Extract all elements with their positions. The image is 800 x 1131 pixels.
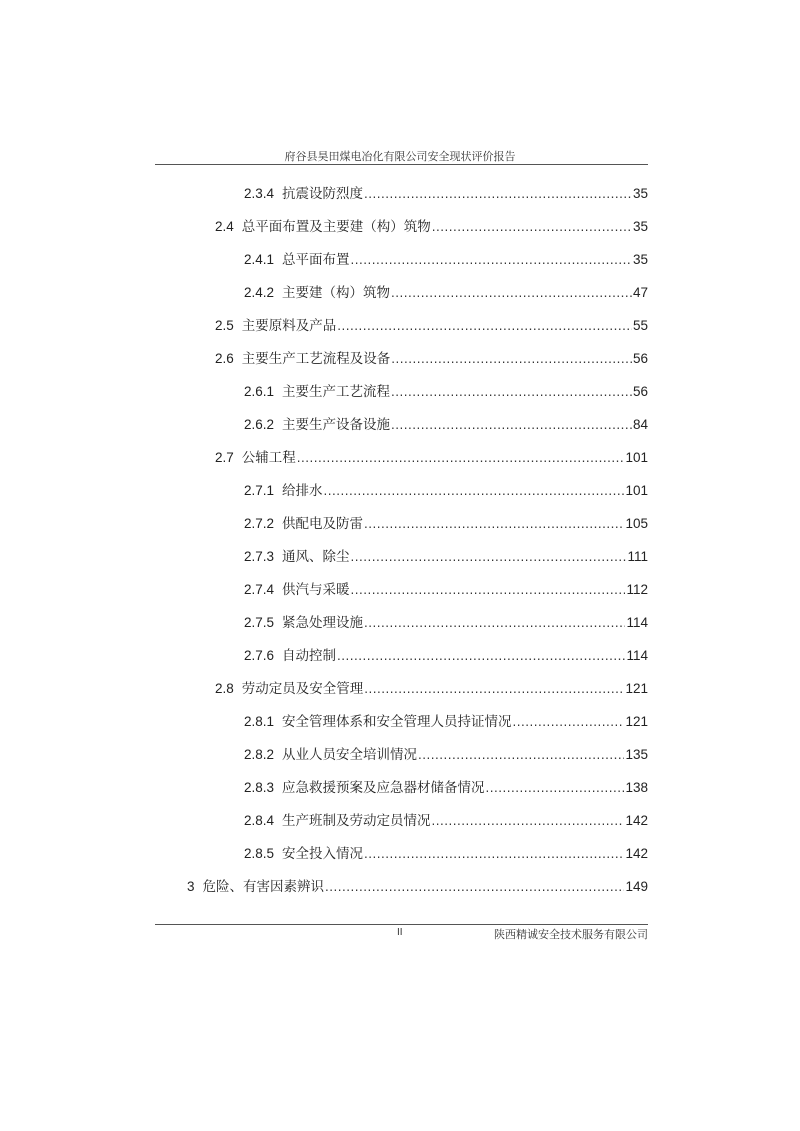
toc-entry[interactable]	[215, 447, 648, 469]
header-title: 府谷县昊田煤电冶化有限公司安全现状评价报告	[284, 151, 516, 163]
toc-entry-page: 101	[625, 450, 648, 465]
toc-leader-dots	[351, 579, 626, 601]
toc-entry-page: 105	[625, 516, 648, 531]
toc-leader-dots	[364, 612, 625, 634]
toc-entry-number: 2.5	[215, 318, 234, 333]
toc-entry-number: 2.6	[215, 351, 234, 366]
toc-entry-page: 114	[626, 648, 648, 663]
toc-entry[interactable]	[244, 282, 648, 304]
toc-entry-title: 供汽与采暖	[282, 582, 350, 597]
toc-entry-title: 主要生产工艺流程及设备	[241, 351, 391, 366]
toc-entry[interactable]	[215, 315, 648, 337]
toc-leader-dots	[364, 678, 624, 700]
toc-entry[interactable]	[244, 249, 648, 271]
toc-leader-dots	[324, 480, 625, 502]
toc-entry-title: 公辅工程	[241, 450, 296, 465]
toc-entry[interactable]	[244, 645, 648, 667]
toc-leader-dots	[337, 645, 625, 667]
toc-entry-number: 2.8	[215, 681, 234, 696]
toc-entry-page: 35	[632, 219, 648, 234]
toc-leader-dots	[391, 282, 632, 304]
toc-leader-dots	[418, 744, 624, 766]
toc-entry[interactable]	[244, 612, 648, 634]
toc-entry-title: 主要生产设备设施	[282, 417, 391, 432]
toc-entry[interactable]	[244, 579, 648, 601]
toc-entry-page: 149	[625, 879, 648, 894]
toc-entry-number: 2.7.5	[244, 615, 275, 630]
toc-entry[interactable]	[215, 348, 648, 370]
toc-entry-number: 2.6.2	[244, 417, 275, 432]
toc-entry-title: 劳动定员及安全管理	[241, 681, 364, 696]
toc-entry-page: 112	[626, 582, 648, 597]
footer-rule	[155, 924, 648, 925]
toc-leader-dots	[325, 876, 624, 898]
toc-entry[interactable]	[244, 381, 648, 403]
toc-entry-page: 55	[632, 318, 648, 333]
toc-entry-page: 84	[632, 417, 648, 432]
toc-entry-number: 2.8.3	[244, 780, 275, 795]
footer-page-number: II	[397, 927, 403, 938]
toc-entry-title: 自动控制	[282, 648, 337, 663]
toc-entry-number: 2.7	[215, 450, 234, 465]
toc-entry-title: 安全投入情况	[282, 846, 364, 861]
toc-entry-title: 主要生产工艺流程	[282, 384, 391, 399]
toc-leader-dots	[391, 414, 632, 436]
toc-entry-title: 生产班制及劳动定员情况	[282, 813, 431, 828]
toc-entry-title: 供配电及防雷	[282, 516, 364, 531]
toc-entry[interactable]	[215, 216, 648, 238]
toc-entry-page: 101	[625, 483, 648, 498]
toc-entry-page: 142	[625, 813, 648, 828]
toc-entry[interactable]	[244, 810, 648, 832]
toc-entry[interactable]	[244, 414, 648, 436]
toc-entry-title: 总平面布置	[282, 252, 350, 267]
toc-entry-number: 2.7.1	[244, 483, 275, 498]
toc-entry[interactable]	[215, 678, 648, 700]
toc-entry-number: 2.7.3	[244, 549, 275, 564]
toc-leader-dots	[513, 711, 625, 733]
toc-entry-title: 主要建（构）筑物	[282, 285, 391, 300]
toc-entry-page: 114	[626, 615, 648, 630]
toc-leader-dots	[364, 183, 632, 205]
toc-entry[interactable]	[244, 711, 648, 733]
toc-entry-number: 2.8.1	[244, 714, 275, 729]
toc-entry[interactable]	[244, 546, 648, 568]
toc-entry[interactable]	[244, 744, 648, 766]
toc-entry-number: 2.8.4	[244, 813, 275, 828]
toc-entry-title: 总平面布置及主要建（构）筑物	[241, 219, 431, 234]
toc-entry[interactable]	[244, 843, 648, 865]
toc-entry-title: 危险、有害因素辨识	[202, 879, 325, 894]
toc-entry-title: 抗震设防烈度	[282, 186, 364, 201]
toc-entry-title: 从业人员安全培训情况	[282, 747, 418, 762]
toc-entry-title: 安全管理体系和安全管理人员持证情况	[282, 714, 512, 729]
toc-entry-title: 通风、除尘	[282, 549, 350, 564]
toc-entry-title: 主要原料及产品	[241, 318, 337, 333]
footer-company: 陕西精诚安全技术服务有限公司	[494, 929, 648, 941]
toc-entry[interactable]	[187, 876, 648, 898]
toc-leader-dots	[364, 513, 624, 535]
toc-entry-page: 56	[632, 384, 648, 399]
toc-entry-title: 应急救援预案及应急器材储备情况	[282, 780, 485, 795]
toc-entry-title: 紧急处理设施	[282, 615, 364, 630]
toc-leader-dots	[391, 381, 632, 403]
toc-leader-dots	[351, 546, 627, 568]
toc-entry-page: 121	[625, 681, 648, 696]
toc-entry-number: 2.7.4	[244, 582, 275, 597]
toc-entry[interactable]	[244, 480, 648, 502]
toc-entry-page: 135	[625, 747, 648, 762]
toc-entry-page: 138	[625, 780, 648, 795]
toc-entry-number: 2.3.4	[244, 186, 275, 201]
toc-entry-number: 2.4.1	[244, 252, 275, 267]
toc-entry-page: 111	[627, 549, 648, 564]
toc-leader-dots	[432, 216, 632, 238]
toc-entry-page: 47	[632, 285, 648, 300]
toc-entry-number: 2.4.2	[244, 285, 275, 300]
toc-entry-page: 121	[625, 714, 648, 729]
toc-leader-dots	[337, 315, 632, 337]
toc-entry[interactable]	[244, 513, 648, 535]
toc-entry-page: 35	[632, 252, 648, 267]
toc-leader-dots	[364, 843, 624, 865]
toc-leader-dots	[432, 810, 625, 832]
toc-entry-number: 3	[187, 879, 195, 894]
toc-leader-dots	[391, 348, 632, 370]
toc-entry-number: 2.8.5	[244, 846, 275, 861]
toc-leader-dots	[486, 777, 625, 799]
toc-entry[interactable]	[244, 777, 648, 799]
toc-entry-page: 35	[632, 186, 648, 201]
toc-leader-dots	[351, 249, 632, 271]
toc-leader-dots	[297, 447, 625, 469]
toc-entry-number: 2.7.2	[244, 516, 275, 531]
toc-entry-number: 2.8.2	[244, 747, 275, 762]
toc-entry-number: 2.4	[215, 219, 234, 234]
toc-entry-number: 2.7.6	[244, 648, 275, 663]
toc-entry-number: 2.6.1	[244, 384, 275, 399]
toc-entry-page: 56	[632, 351, 648, 366]
toc-entry-page: 142	[625, 846, 648, 861]
toc-entry-title: 给排水	[282, 483, 323, 498]
toc-entry[interactable]	[244, 183, 648, 205]
